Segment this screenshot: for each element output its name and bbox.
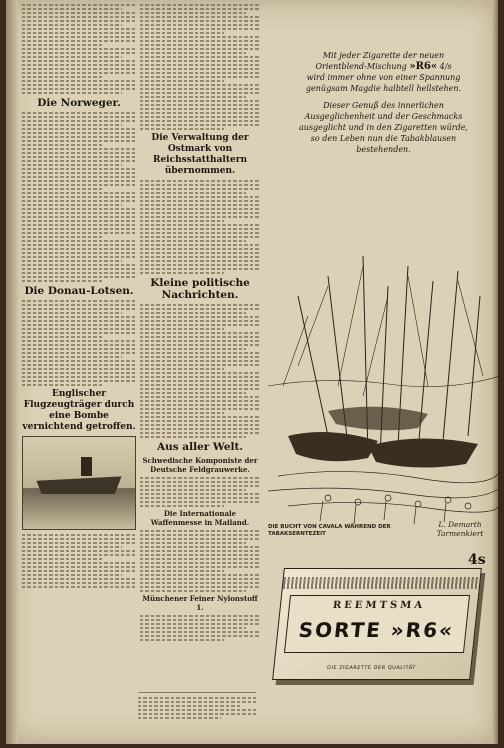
imprint-block	[138, 688, 256, 721]
artist-signature: L. Demarth Tarmenkiert	[436, 520, 484, 538]
ad-line-3: wird immer ohne von einer Spannung	[306, 73, 461, 82]
ad-line-5: Dieser Genuß des innerlichen	[323, 101, 444, 110]
headline-kleine-nachrichten: Kleine politische Nachrichten.	[150, 277, 250, 301]
ad-line-9: bestehenden.	[356, 145, 411, 154]
price-label: 4s	[468, 552, 486, 568]
headline-donau-lotsen: Die Donau-Lotsen.	[24, 285, 134, 297]
package-label	[284, 595, 470, 653]
headline-norweger: Die Norweger.	[37, 97, 121, 109]
package-band	[283, 577, 480, 589]
middle-column	[140, 4, 260, 643]
page-binding	[6, 0, 18, 744]
package-footer: DIE ZIGARETTE DER QUALITÄT	[326, 665, 417, 671]
ad-line-2: Orientblend-Mischung »R6« 4/s	[315, 61, 452, 72]
ad-brand: »R6«	[409, 61, 438, 72]
cigarette-package	[272, 568, 482, 680]
subhead-waffenmesse: Die Internationale Waffenmesse in Mailand.	[150, 509, 250, 527]
ad-line-8: so den Leben nun die Tabakblausen	[310, 134, 457, 143]
left-column	[22, 4, 136, 590]
package-brand-main: SORTE »R6«	[297, 618, 456, 642]
advertisement-text	[276, 50, 491, 185]
subhead-komponiste: Schwedische Komponiste der Deutsche Feldgrauwerke.	[142, 456, 258, 474]
package-brand-top: REEMTSMA	[332, 600, 426, 611]
ad-line-7: ausgeglicht und in den Zigaretten würde,	[299, 123, 468, 132]
subhead-nylonstoff: Münchener Feiner Nylonstoff 1.	[142, 594, 258, 612]
headline-flugzeugtraeger: Englischer Flugzeugträger durch eine Bombe vernichtend getroffen.	[22, 389, 136, 432]
newspaper-page	[6, 0, 498, 744]
ad-line-1: Mit jeder Zigarette der neuen	[322, 51, 445, 60]
headline-aus-aller-welt: Aus aller Welt.	[156, 441, 244, 453]
drawing-caption: DIE BUCHT VON CAVALA WÄHREND DER TABAKSERNTEZEIT	[268, 524, 391, 537]
aircraft-carrier-photo	[22, 436, 136, 530]
ad-line-4: genügsam Magdie halbtell hellstehen.	[305, 84, 462, 93]
ad-line-6: Ausgeglichenheit und der Geschmacks	[304, 112, 463, 121]
harbor-sailboats-drawing	[268, 236, 500, 526]
headline-ostmark: Die Verwaltung der Ostmark von Reichsstatthaltern übernommen.	[151, 133, 249, 176]
